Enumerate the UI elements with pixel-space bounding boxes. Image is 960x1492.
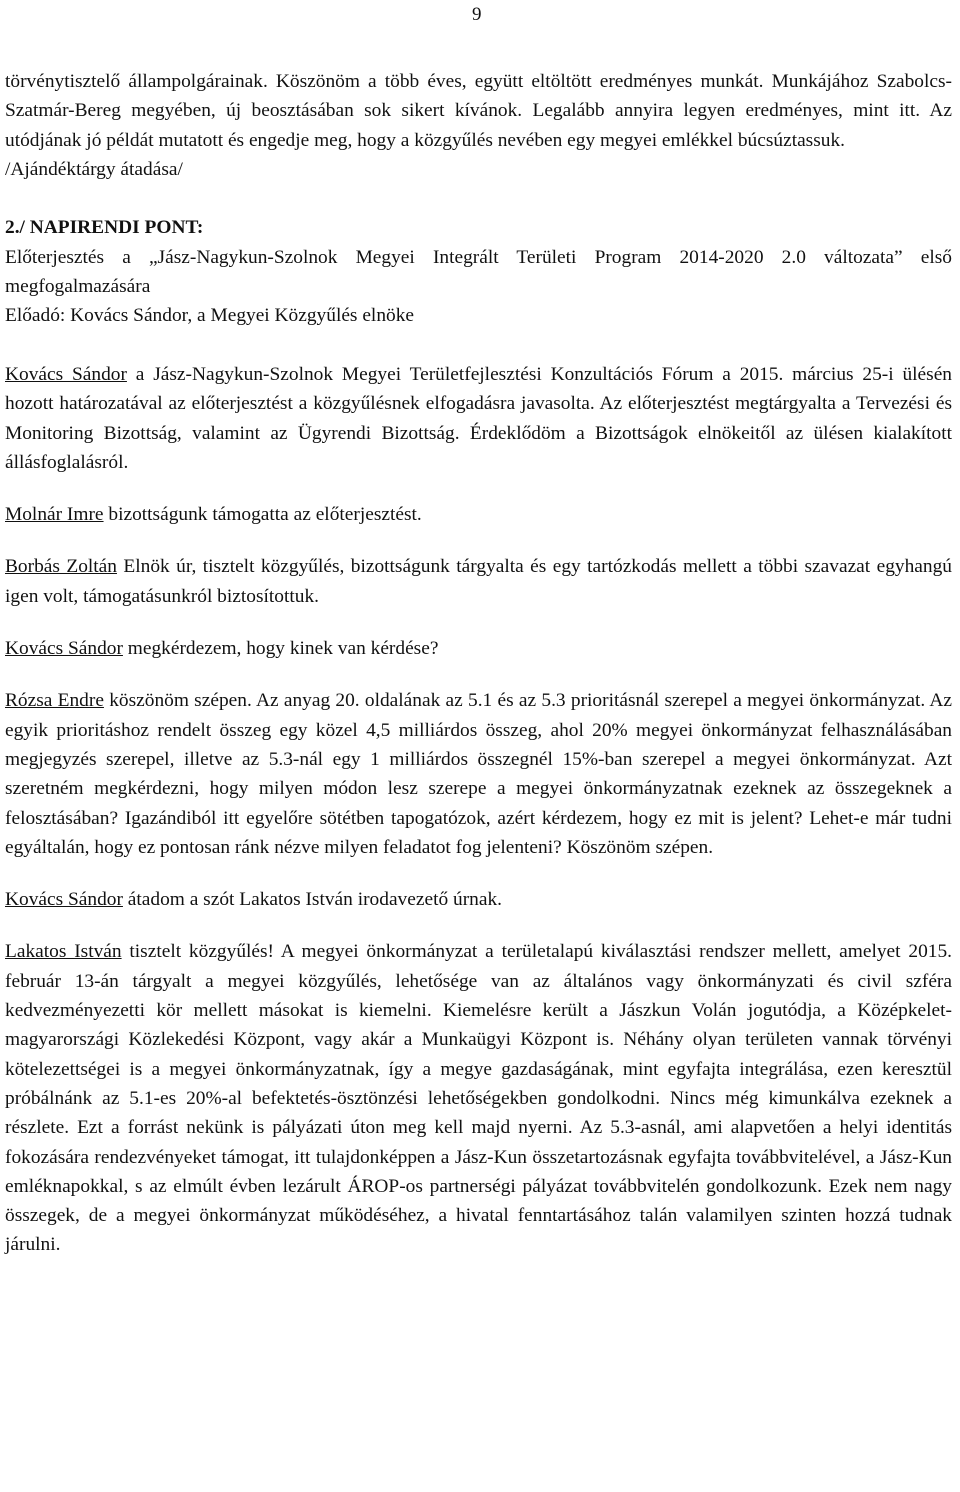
speaker-name: Borbás Zoltán bbox=[5, 556, 117, 578]
speaker-name: Rózsa Endre bbox=[5, 690, 104, 712]
speech-paragraph bbox=[5, 634, 952, 663]
agenda-title: Előterjesztés a „Jász-Nagykun-Szolnok Megyei Integrált Területi Program 2014-2020 2.0 változata” első megfogalmazására bbox=[5, 246, 952, 298]
speech-text: megkérdezem, hogy kinek van kérdése? bbox=[122, 638, 439, 660]
speech-text: tisztelt közgyűlés! A megyei önkormányzat a területalapú kiválasztási rendszer mellett, amelyet 2015. február 13-án tárgyalt a megyei közgyűlés, lehetősége van az általános vagy önkormányzati és civil szféra kedvezményezetti kör mellett másokat is kiemelni. Kiemelésre került a Jászkun Volán jogutódja, a Középkelet-magyarországi Közlekedési Központ, vagy akár a Munkaügyi Központ is. Néhány olyan területen vannak törvényi kötelezettségei is a megyei önkormányzatnak, így a megye gazdaságának, mint egyfajta integrálása, ezen keresztül próbálnánk az 5.1-es 20%-al befektetés-ösztönzési lehetőségekben gondolkodni. Nincs még kimunkálva ezeknek a részlete. Ezt a forrást nekünk is pályázati úton meg kell majd nyerni. Az 5.3-asnál, ami alapvetően a helyi identitás fokozására rendezvényeket támogat, itt tulajdonképpen a Jász-Kun összetartozásnak egyfajta továbbvitelével, a Jász-Kun emléknapokkal, s az elmúlt évben lezárult ÁROP-os partnerségi pályázat továbbvitelén gondolkozunk. Ezek nem nagy összegek, de a megyei önkormányzat működéséhez, a hivatal fenntartásához talán valamilyen szinten hozzá tudnak járulni. bbox=[5, 941, 952, 1256]
speaker-name: Molnár Imre bbox=[5, 504, 104, 526]
speaker-name: Kovács Sándor bbox=[5, 363, 127, 385]
speech-text: átadom a szót Lakatos István irodavezető úrnak. bbox=[122, 889, 502, 911]
speech-paragraph bbox=[5, 552, 952, 611]
speaker-name: Kovács Sándor bbox=[5, 638, 123, 660]
agenda-heading: 2./ NAPIRENDI PONT: bbox=[5, 217, 204, 239]
gift-presentation-note: /Ajándéktárgy átadása/ bbox=[5, 158, 183, 180]
speech-paragraph bbox=[5, 686, 952, 862]
speaker-name: Lakatos István bbox=[5, 941, 122, 963]
speech-paragraph bbox=[5, 500, 952, 529]
closing-remarks-paragraph: törvénytisztelő állampolgárainak. Köszönöm a több éves, együtt eltöltött eredményes munkát. Munkájához Szabolcs-Szatmár-Bereg megyében, új beosztásában sok sikert kívánok. Legalább annyira legyen eredményes, mint itt. Az utódjának jó példát mutatott és engedje meg, hogy a közgyűlés nevében egy megyei emlékkel búcsúztassuk. bbox=[5, 71, 952, 151]
speech-paragraph bbox=[5, 360, 952, 477]
agenda-presenter: Előadó: Kovács Sándor, a Megyei Közgyűlés elnöke bbox=[5, 305, 415, 327]
page-number: 9 bbox=[472, 4, 482, 25]
document-body bbox=[5, 67, 952, 1260]
speech-paragraph bbox=[5, 937, 952, 1259]
speech-paragraph bbox=[5, 885, 952, 914]
speech-text: Elnök úr, tisztelt közgyűlés, bizottságunk tárgyalta és egy tartózkodás mellett a többi szavazat egyhangú igen volt, támogatásunkról biztosítottuk. bbox=[5, 556, 952, 607]
speech-text: köszönöm szépen. Az anyag 20. oldalának az 5.1 és az 5.3 prioritásnál szerepel a megyei önkormányzat. Az egyik prioritáshoz rendelt összeg egy közel 4,5 milliárdos összeg, ahol 20% megyei önkormányzat felhasználásában megjegyzés szerepel, illetve az 5.3-nál egy 1 milliárdos összegnél 15%-ban szerepel a megyei önkormányzat. Azt szeretném megkérdezni, hogy milyen módon lesz szerepe a megyei önkormányzatnak ezeknek az összegeknek a felosztásában? Igazándiból itt egyelőre sötétben tapogatózok, azért kérdezem, hogy ez mit is jelent? Lehet-e már tudni egyáltalán, hogy ez pontosan ránk nézve milyen feladatot fog jelenteni? Köszönöm szépen. bbox=[5, 690, 952, 858]
speech-text: a Jász-Nagykun-Szolnok Megyei Területfejlesztési Konzultációs Fórum a 2015. március 25-i ülésén hozott határozatával az előterjesztést a közgyűlésnek elfogadásra javasolta. Az előterjesztést megtárgyalta a Tervezési és Monitoring Bizottság, valamint az Ügyrendi Bizottság. Érdeklődöm a Bizottságok elnökeitől az ülésen kialakított állásfoglalásról. bbox=[5, 363, 952, 473]
speech-text: bizottságunk támogatta az előterjesztést. bbox=[103, 504, 422, 526]
speaker-name: Kovács Sándor bbox=[5, 889, 123, 911]
